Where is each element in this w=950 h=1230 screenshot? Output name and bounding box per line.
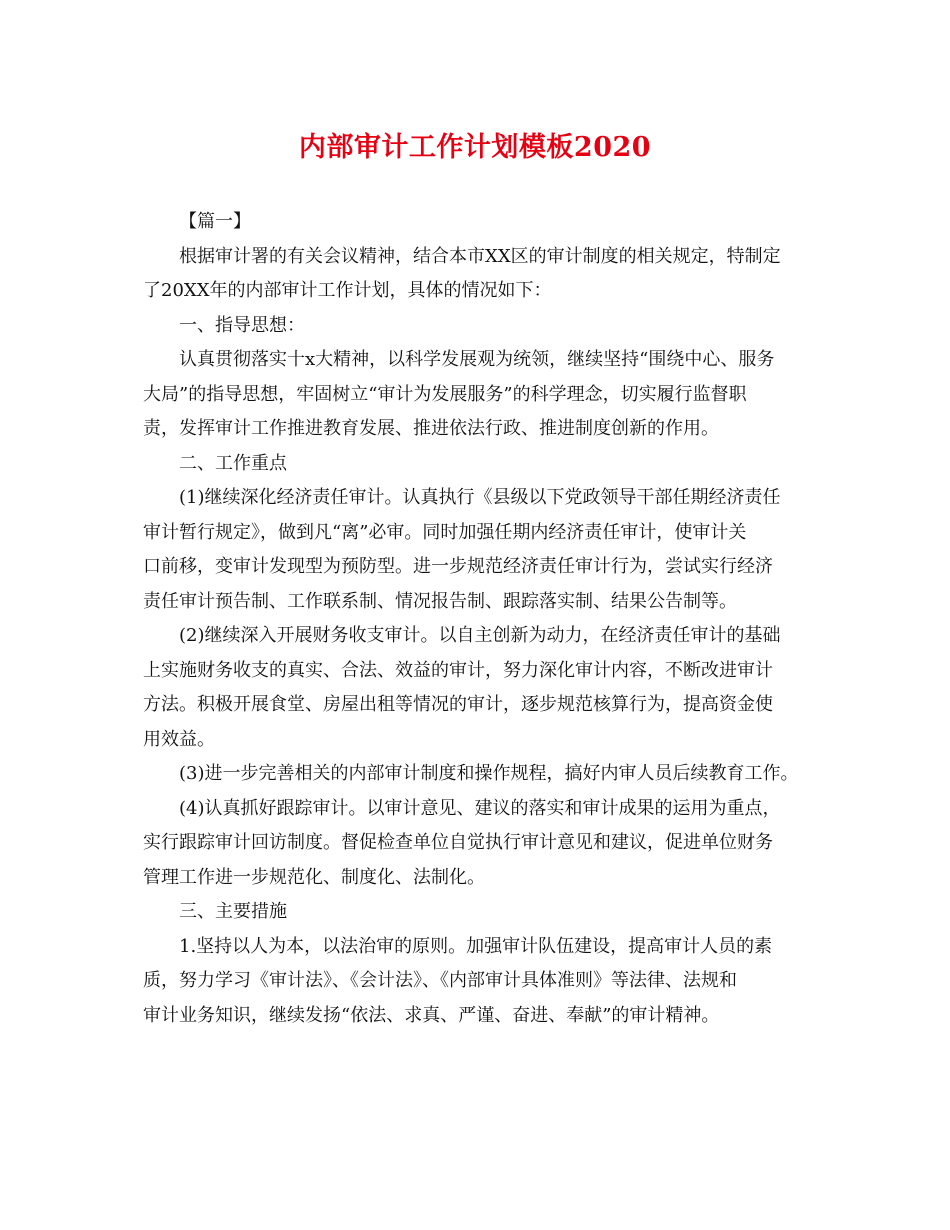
text-line: (2)继续深入开展财务收支审计。以自主创新为动力，在经济责任审计的基础 bbox=[179, 625, 781, 646]
text-line: 责任审计预告制、工作联系制、情况报告制、跟踪落实制、结果公告制等。 bbox=[143, 590, 737, 612]
text-line: 审计暂行规定》，做到凡“离”必审。同时加强任期内经济责任审计，使审计关 bbox=[143, 521, 747, 543]
text-line: (4)认真抓好跟踪审计。以审计意见、建议的落实和审计成果的运用为重点， bbox=[179, 797, 781, 819]
text-line: 实行跟踪审计回访制度。督促检查单位自觉执行审计意见和建议，促进单位财务 bbox=[143, 832, 773, 853]
text-line: 三、主要措施 bbox=[179, 901, 287, 922]
text-line: 1.坚持以人为本，以法治审的原则。加强审计队伍建设，提高审计人员的素 bbox=[179, 935, 773, 957]
text-line: 了20XX年的内部审计工作计划，具体的情况如下： bbox=[143, 280, 552, 301]
text-line: 【篇一】 bbox=[179, 211, 251, 232]
document-title: 内部审计工作计划模板2020 bbox=[298, 132, 652, 163]
text-line: 质，努力学习《审计法》、《会计法》、《内部审计具体准则》等法律、法规和 bbox=[143, 970, 737, 991]
text-line: 二、工作重点 bbox=[179, 452, 287, 474]
text-line: 口前移，变审计发现型为预防型。进一步规范经济责任审计行为，尝试实行经济 bbox=[143, 556, 773, 577]
text-line: 大局”的指导思想，牢固树立“审计为发展服务”的科学理念，切实履行监督职 bbox=[143, 383, 747, 405]
text-line: 审计业务知识，继续发扬“依法、求真、严谨、奋进、奉献”的审计精神。 bbox=[143, 1004, 720, 1026]
text-line: (3)进一步完善相关的内部审计制度和操作规程，搞好内审人员后续教育工作。 bbox=[179, 763, 799, 784]
text-line: 用效益。 bbox=[143, 728, 215, 750]
document-body bbox=[143, 205, 813, 1033]
text-line: 认真贯彻落实十x大精神，以科学发展观为统领，继续坚持“围绕中心、服务 bbox=[179, 349, 775, 370]
text-line: 责，发挥审计工作推进教育发展、推进依法行政、推进制度创新的作用。 bbox=[143, 418, 719, 439]
text-line: (1)继续深化经济责任审计。认真执行《县级以下党政领导干部任期经济责任 bbox=[179, 487, 781, 508]
text-line: 根据审计署的有关会议精神，结合本市XX区的审计制度的相关规定，特制定 bbox=[179, 245, 781, 267]
text-line: 一、指导思想： bbox=[179, 314, 305, 336]
text-line: 方法。积极开展食堂、房屋出租等情况的审计，逐步规范核算行为，提高资金使 bbox=[143, 694, 773, 715]
text-line: 上实施财务收支的真实、合法、效益的审计，努力深化审计内容，不断改进审计 bbox=[143, 659, 773, 681]
text-line: 管理工作进一步规范化、制度化、法制化。 bbox=[143, 866, 485, 888]
